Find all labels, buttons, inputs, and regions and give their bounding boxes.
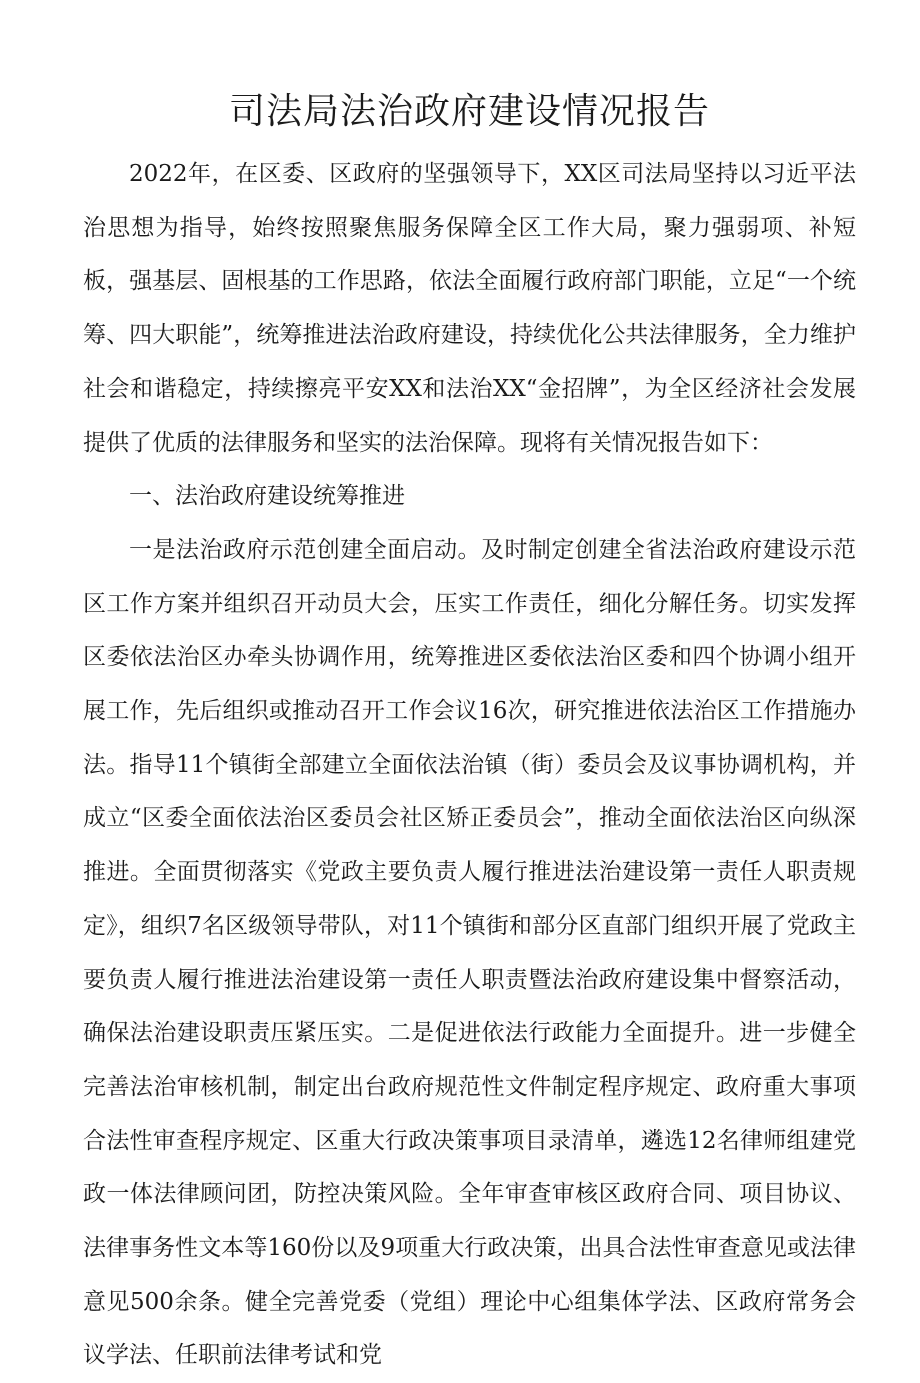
section-heading: 一、法治政府建设统筹推进	[129, 483, 405, 510]
intro-paragraph: 2022年，在区委、区政府的坚强领导下，XX区司法局坚持以习近平法治思想为指导，始终按照聚焦服务保障全区工作大局，聚力强弱项、补短板，强基层、固根基的工作思路，依法全面履行政府部门职能，立足“一个统筹、四大职能”，统筹推进法治政府建设，持续优化公共法律服务，全力维护社会和谐稳定，持续擦亮平安XX和法治XX“金招牌”，为全区经济社会发展提供了优质的法律服务和坚实的法治保障。现将有关情况报告如下：	[83, 161, 856, 456]
document-title: 司法局法治政府建设情况报告	[228, 91, 710, 132]
section-body-paragraph: 一是法治政府示范创建全面启动。及时制定创建全省法治政府建设示范区工作方案并组织召开动员大会，压实工作责任，细化分解任务。切实发挥区委依法治区办牵头协调作用，统筹推进区委依法治区委和四个协调小组开展工作，先后组织或推动召开工作会议16次，研究推进依法治区工作措施办法。指导11个镇街全部建立全面依法治镇（街）委员会及议事协调机构，并成立“区委全面依法治区委员会社区矫正委员会”，推动全面依法治区向纵深推进。全面贯彻落实《党政主要负责人履行推进法治建设第一责任人职责规定》，组织7名区级领导带队，对11个镇街和部分区直部门组织开展了党政主要负责人履行推进法治建设第一责任人职责暨法治政府建设集中督察活动，确保法治建设职责压紧压实。二是促进依法行政能力全面提升。进一步健全完善法治审核机制，制定出台政府规范性文件制定程序规定、政府重大事项合法性审查程序规定、区重大行政决策事项目录清单，遴选12名律师组建党政一体法律顾问团，防控决策风险。全年审查审核区政府合同、项目协议、法律事务性文本等160份以及9项重大行政决策，出具合法性审查意见或法律意见500余条。健全完善党委（党组）理论中心组集体学法、区政府常务会议学法、任职前法律考试和党	[83, 536, 856, 1369]
